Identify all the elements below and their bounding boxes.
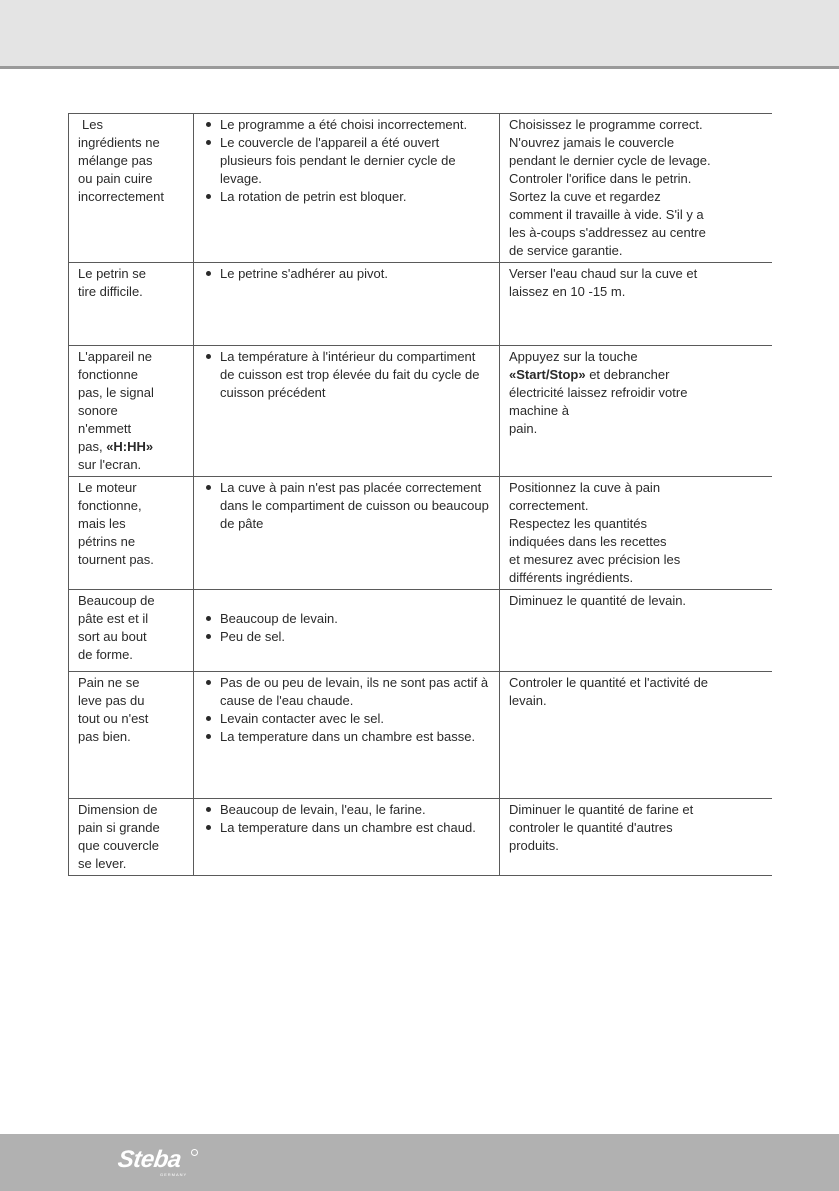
cause-cell: [194, 477, 500, 590]
cause-cell: [194, 799, 500, 876]
list-item: Peu de sel.: [203, 628, 491, 646]
cause-cell: [194, 672, 500, 799]
header-band: [0, 0, 839, 66]
solution-cell: Verser l'eau chaud sur la cuve et laissez en 10 -15 m.: [500, 263, 772, 346]
table-row: [69, 346, 772, 477]
solution-cell: Choisissez le programme correct. N'ouvrez jamais le couvercle pendant le dernier cycle de levage. Controler l'orifice dans le petrin. Sortez la cuve et regardez comment il travaille à vide. S'il y a les à-coups s'addressez au centre de service garantie.: [500, 114, 772, 263]
steba-logo: Steba: [116, 1146, 183, 1173]
cause-cell: [194, 346, 500, 477]
table-row: [69, 590, 772, 672]
problem-cell: Pain ne se leve pas du tout ou n'est pas bien.: [69, 672, 194, 799]
list-item: La température à l'intérieur du compartiment de cuisson est trop élevée du fait du cycle de cuisson précédent: [203, 348, 491, 402]
table-row: [69, 477, 772, 590]
list-item: La temperature dans un chambre est basse.: [203, 728, 491, 746]
problem-cell: Beaucoup de pâte est et il sort au bout de forme.: [69, 590, 194, 672]
table-row: [69, 799, 772, 876]
start-stop-key: «Start/Stop»: [509, 367, 586, 382]
logo-subtitle: GERMANY: [160, 1172, 188, 1177]
list-item: Levain contacter avec le sel.: [203, 710, 491, 728]
list-item: Le couvercle de l'appareil a été ouvert plusieurs fois pendant le dernier cycle de levage.: [203, 134, 491, 188]
error-code: «H:HH»: [106, 439, 154, 454]
cause-cell: [194, 590, 500, 672]
problem-cell: Le moteur fonctionne, mais les pétrins ne tournent pas.: [69, 477, 194, 590]
table-row: [69, 263, 772, 346]
cause-cell: [194, 263, 500, 346]
solution-cell: Appuyez sur la touche «Start/Stop» et debrancher électricité laissez refroidir votre machine à pain.: [500, 346, 772, 477]
cause-cell: [194, 114, 500, 263]
registered-mark-icon: [191, 1149, 198, 1156]
problem-cell: Dimension de pain si grande que couvercle se lever.: [69, 799, 194, 876]
table-row: [69, 114, 772, 263]
list-item: La temperature dans un chambre est chaud.: [203, 819, 491, 837]
solution-cell: Positionnez la cuve à pain correctement. Respectez les quantités indiquées dans les recettes et mesurez avec précision les différents ingrédients.: [500, 477, 772, 590]
table-row: [69, 672, 772, 799]
solution-cell: Controler le quantité et l'activité de levain.: [500, 672, 772, 799]
list-item: Le programme a été choisi incorrectement.: [203, 116, 491, 134]
problem-cell: Le petrin se tire difficile.: [69, 263, 194, 346]
list-item: Beaucoup de levain.: [203, 610, 491, 628]
list-item: Beaucoup de levain, l'eau, le farine.: [203, 801, 491, 819]
list-item: La rotation de petrin est bloquer.: [203, 188, 491, 206]
problem-cell: Les ingrédients ne mélange pas ou pain cuire incorrectement: [69, 114, 194, 263]
problem-cell: L'appareil ne fonctionne pas, le signal sonore n'emmett pas, «H:HH» sur l'ecran.: [69, 346, 194, 477]
list-item: La cuve à pain n'est pas placée correctement dans le compartiment de cuisson ou beaucoup de pâte: [203, 479, 491, 533]
troubleshooting-table: [68, 113, 772, 876]
solution-cell: Diminuer le quantité de farine et controler le quantité d'autres produits.: [500, 799, 772, 876]
list-item: Le petrine s'adhérer au pivot.: [203, 265, 491, 283]
list-item: Pas de ou peu de levain, ils ne sont pas actif à cause de l'eau chaude.: [203, 674, 491, 710]
header-rule: [0, 66, 839, 69]
solution-cell: Diminuez le quantité de levain.: [500, 590, 772, 672]
